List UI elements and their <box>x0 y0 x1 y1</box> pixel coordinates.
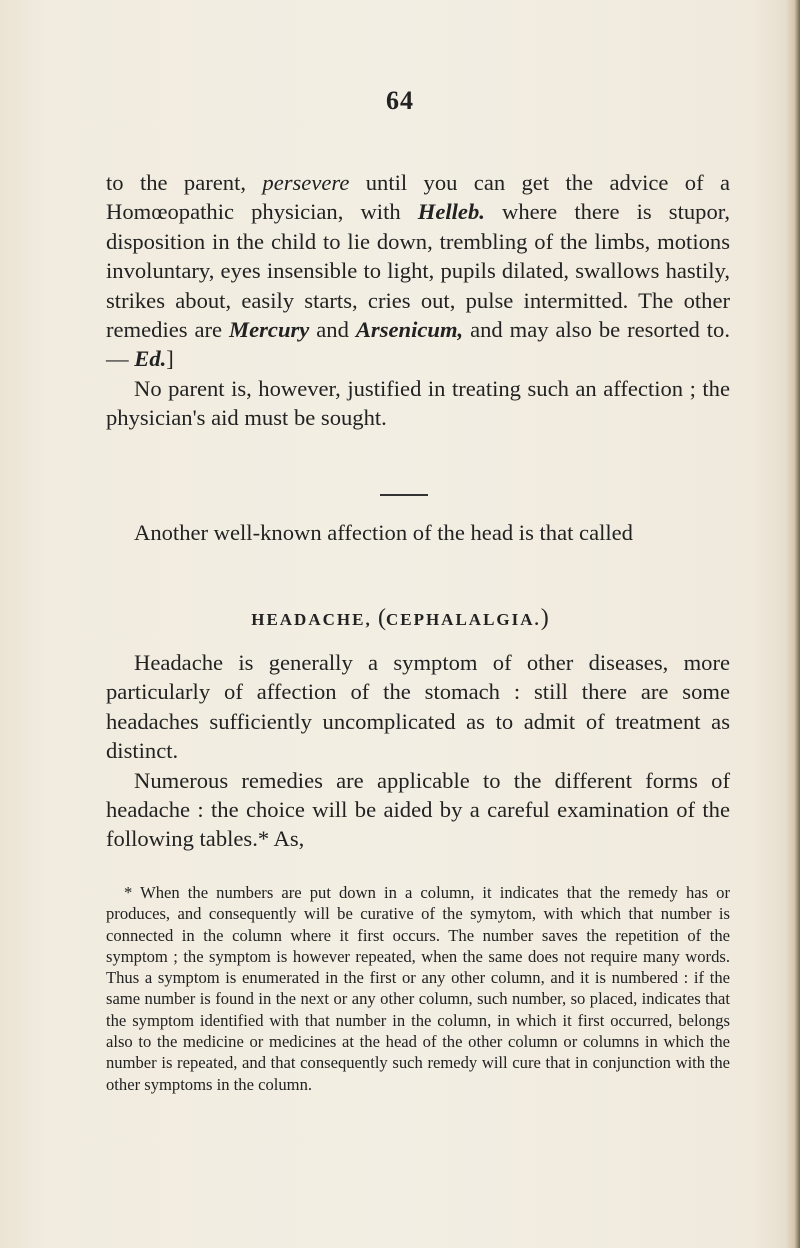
remedy-arsenicum: Arsenicum, <box>355 317 464 343</box>
paragraph-continuation <box>106 168 730 374</box>
section-divider <box>380 494 428 496</box>
text-run: where there is stupor, disposition in the child to lie down, trembling of the limbs, motions involuntary, eyes insensible to light, pupils dilated, swallows hastily, strikes about, easily starts, cries out, pulse intermitted. The other remedies are <box>106 199 731 343</box>
heading-paren-close: ) <box>540 605 549 631</box>
emphasis-persevere: persevere <box>262 170 350 195</box>
text-run: to the parent, <box>106 170 263 195</box>
text-run: and may also be resorted to. — <box>106 317 731 372</box>
text-run: and <box>309 317 356 343</box>
footnote <box>106 882 730 1095</box>
text-block-intro <box>106 518 730 547</box>
paragraph-affection-intro: Another well-known affection of the head is that called <box>134 520 633 545</box>
heading-main: HEADACHE, <box>251 610 378 629</box>
text-run: ] <box>166 346 174 372</box>
paragraph-physician-aid: No parent is, however, justified in treating such an affection ; the physician's aid must be sought. <box>106 375 730 431</box>
paragraph-remedies: Numerous remedies are applicable to the different forms of headache : the choice will be aided by a careful examination of the following tables.* As, <box>106 767 730 852</box>
text-block-top <box>106 168 730 433</box>
heading-sub: CEPHALALGIA. <box>385 610 541 629</box>
editor-note: Ed. <box>134 346 167 372</box>
paragraph-headache-symptom: Headache is generally a symptom of other diseases, more particularly of affection of the stomach : still there are some headaches sufficiently uncomplicated as to admit of treatment as distinct. <box>106 650 730 764</box>
text-block-main <box>106 648 730 854</box>
remedy-mercury: Mercury <box>229 317 310 343</box>
page-number: 64 <box>386 86 414 115</box>
text-run: until you can get the advice of a Homœopathic physician, with <box>106 170 730 225</box>
heading-paren-open: ( <box>377 605 386 631</box>
footnote-text: * When the numbers are put down in a column, it indicates that the remedy has or produces, and consequently will be curative of the symytom, with which that number is connected in the column where it first occurs. The number saves the repetition of the symptom ; the symptom is however repeated, when the same does not require many words. Thus a symptom is enumerated in the first or any other column, and it is numbered : if the same number is found in the next or any other column, such number, so placed, indicates that the symptom identified with that number in the column, in which it first occurred, belongs also to the medicine or medicines at the head of the other column or columns in which the number is repeated, and that consequently such remedy will cure that in conjunction with the other symptoms in the column. <box>106 883 730 1094</box>
section-heading <box>0 605 800 632</box>
remedy-helleb: Helleb. <box>417 199 485 225</box>
